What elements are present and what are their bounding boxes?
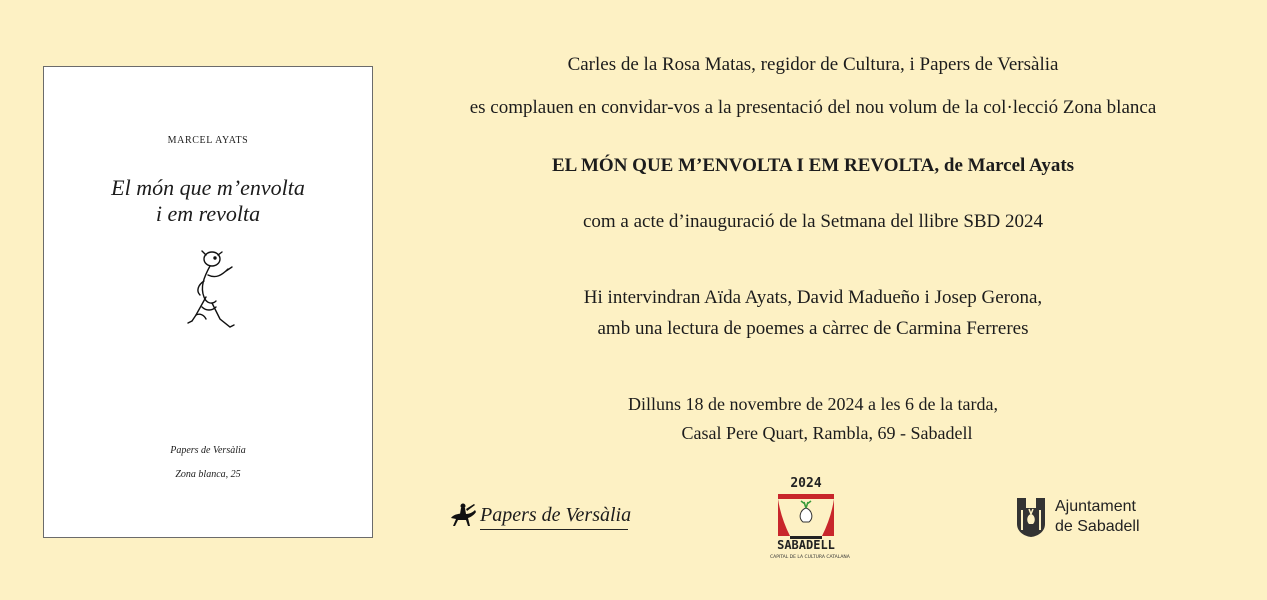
invitation-book-title: EL MÓN QUE M’ENVOLTA I EM REVOLTA, de Marcel Ayats [551,155,1075,176]
theatre-curtain-icon [770,492,842,540]
invitation-hosts: Carles de la Rosa Matas, regidor de Cultura, i Papers de Versàlia [567,54,1059,75]
invitation-speakers-line2: amb una lectura de poemes a càrrec de Carmina Ferreres [597,318,1029,339]
book-title [44,175,372,227]
book-collection: Zona blanca, 25 [175,469,241,480]
book-cover [43,66,373,538]
book-title-line2: i em revolta [155,201,261,226]
sbd-logo-name: SABADELL [777,538,835,552]
dancing-figure-illustration [182,249,240,341]
ajuntament-line2: de Sabadell [1055,518,1140,535]
ajuntament-sabadell-logo [1015,496,1165,540]
invitation-intro: es complauen en convidar-vos a la presentació del nou volum de la col·lecció Zona blanca [469,97,1157,118]
invitation-occasion: com a acte d’inauguració de la Setmana del llibre SBD 2024 [582,211,1044,232]
invitation-speakers-line1: Hi intervindran Aïda Ayats, David Madueño i Josep Gerona, [583,287,1043,308]
invitation-venue: Casal Pere Quart, Rambla, 69 - Sabadell [681,423,973,443]
papers-logo-text: Papers de Versàlia [480,504,632,526]
papers-logo-underline [480,529,628,530]
sabadell-shield-icon [1015,496,1047,538]
sbd-logo-year: 2024 [790,476,822,491]
horseman-icon [448,500,478,530]
book-author: MARCEL AYATS [167,135,249,146]
book-publisher: Papers de Versàlia [170,445,246,456]
papers-de-versalia-logo [448,498,638,534]
sabadell-capital-cultura-logo [770,476,850,574]
invitation-date: Dilluns 18 de novembre de 2024 a les 6 de la tarda, [628,394,998,414]
sbd-logo-subtitle: CAPITAL DE LA CULTURA CATALANA [770,555,850,560]
book-title-line1: El món que m’envolta [111,175,305,200]
ajuntament-line1: Ajuntament [1055,498,1136,515]
